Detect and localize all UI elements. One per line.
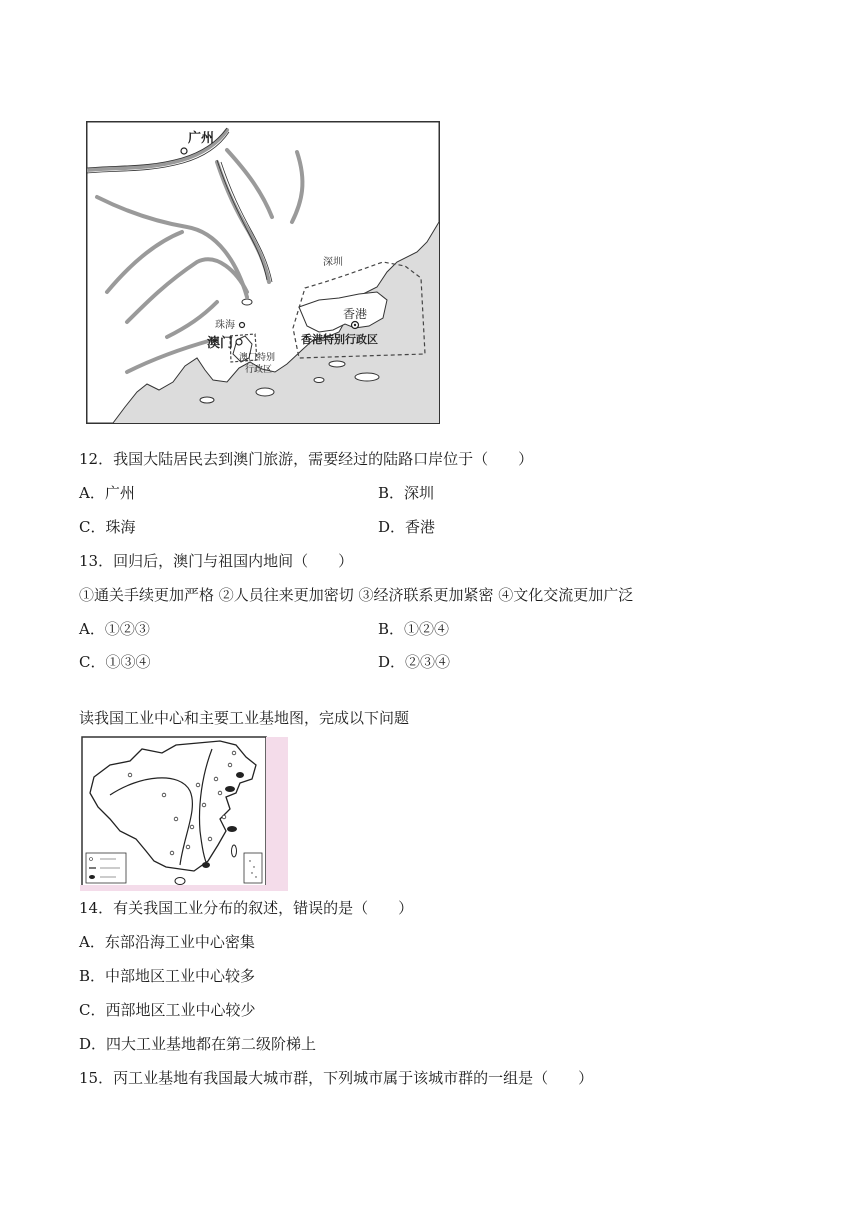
island bbox=[242, 299, 252, 305]
island bbox=[355, 373, 379, 381]
label-macao: 澳门 bbox=[207, 336, 234, 351]
q12-stem: 12．我国大陆居民去到澳门旅游，需要经过的陆路口岸位于（ ） bbox=[79, 450, 534, 468]
label-hongkong: 香港 bbox=[343, 307, 368, 321]
label-macao-sar-2: 行政区 bbox=[245, 365, 273, 375]
q12-option-c: C．珠海 bbox=[79, 518, 136, 536]
q13-option-a: A．①②③ bbox=[79, 620, 150, 638]
q13-stem: 13．回归后，澳门与祖国内地间（ ） bbox=[79, 552, 354, 570]
label-guangzhou: 广州 bbox=[188, 131, 215, 146]
q13-statements: ①通关手续更加严格 ②人员往来更加密切 ③经济联系更加紧密 ④文化交流更加广泛 bbox=[79, 586, 634, 604]
q14-option-a: A．东部沿海工业中心密集 bbox=[79, 933, 255, 951]
south-china-sea-inset bbox=[244, 853, 262, 883]
q13-option-b: B．①②④ bbox=[378, 620, 450, 638]
label-shenzhen: 深圳 bbox=[323, 257, 343, 268]
pearl-river-delta-map bbox=[86, 121, 440, 424]
zhuhai-marker bbox=[240, 323, 245, 328]
industry-map-drawing bbox=[80, 735, 288, 891]
q12-option-a: A．广州 bbox=[79, 484, 135, 502]
island bbox=[256, 388, 274, 396]
q15-stem: 15．丙工业基地有我国最大城市群，下列城市属于该城市群的一组是（ ） bbox=[79, 1069, 594, 1087]
taiwan bbox=[232, 845, 237, 857]
label-zhuhai: 珠海 bbox=[215, 320, 235, 331]
q12-option-b: B．深圳 bbox=[378, 484, 435, 502]
intro-industry-map: 读我国工业中心和主要工业基地图，完成以下问题 bbox=[79, 709, 410, 727]
q12-option-d: D．香港 bbox=[378, 518, 436, 536]
china-industry-map bbox=[80, 735, 288, 891]
island bbox=[200, 397, 214, 403]
island bbox=[329, 361, 345, 367]
hainan bbox=[175, 878, 185, 885]
q14-stem: 14．有关我国工业分布的叙述，错误的是（ ） bbox=[79, 899, 414, 917]
q13-option-c: C．①③④ bbox=[79, 653, 151, 671]
label-hongkong-sar: 香港特别行政区 bbox=[301, 333, 378, 346]
q14-option-d: D．四大工业基地都在第二级阶梯上 bbox=[79, 1035, 317, 1053]
label-macao-sar-1: 澳门特别 bbox=[239, 353, 276, 363]
map-drawing bbox=[87, 122, 439, 423]
q14-option-b: B．中部地区工业中心较多 bbox=[79, 967, 256, 985]
macao-marker bbox=[236, 339, 242, 345]
island bbox=[314, 378, 324, 383]
guangzhou-marker bbox=[181, 148, 187, 154]
q14-option-c: C．西部地区工业中心较少 bbox=[79, 1001, 256, 1019]
q13-option-d: D．②③④ bbox=[378, 653, 451, 671]
